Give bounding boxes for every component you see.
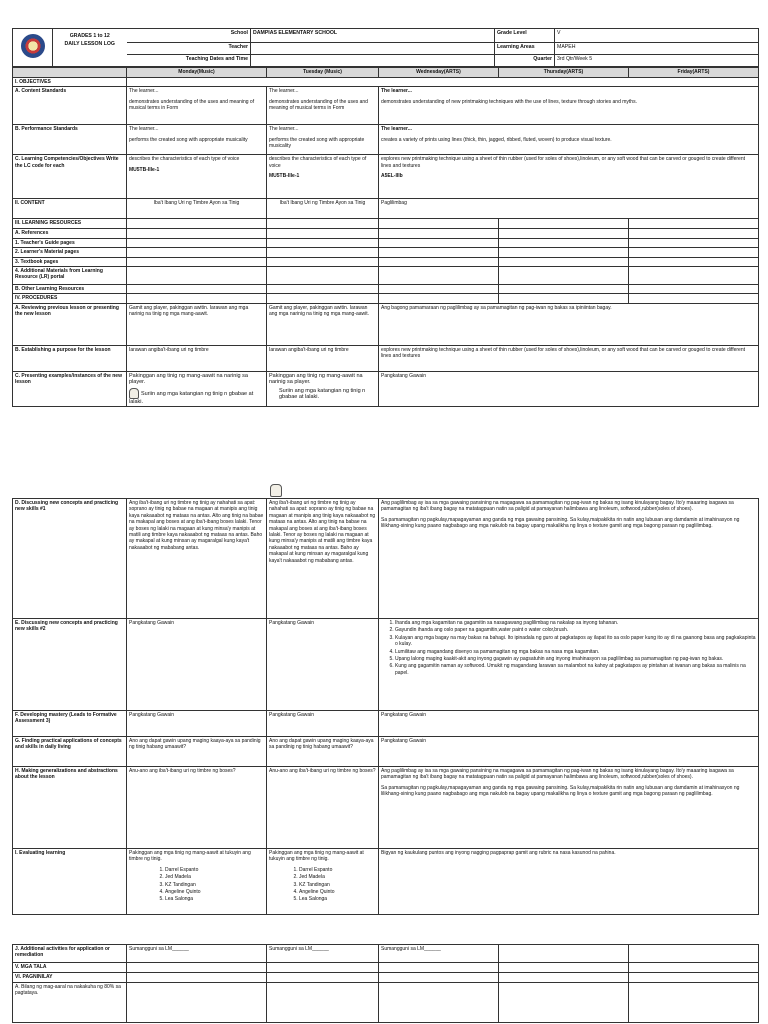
tala-thu: [499, 963, 629, 973]
singer: 1. Darrel Espanto: [165, 867, 264, 873]
bil-tue: [267, 983, 379, 1023]
pag-fri: [629, 973, 759, 983]
mon-additional: Sumangguni sa LM______: [127, 945, 267, 963]
mon-purpose: Iarawan angiba't-ibang uri ng timbre: [127, 345, 267, 371]
arts-practical: Pangkatang Gawain: [379, 737, 759, 767]
pr-tue: [267, 294, 379, 303]
wed-additional: Sumangguni sa LM______: [379, 945, 499, 963]
row-references: A. References: [13, 229, 127, 238]
tue-purpose: Iarawan angiba't-ibang uri ng timbre: [267, 345, 379, 371]
arts-comp-code: A5EL-IIIb: [381, 173, 403, 180]
row-mga-tala: V. MGA TALA: [13, 963, 127, 973]
student-picture-icon: [270, 484, 282, 497]
lm-fri: [629, 248, 759, 257]
tg-wed: [379, 238, 499, 247]
am-fri: [629, 267, 759, 285]
mon-practical: Ano ang dapat gawin upang maging kaaya-aya sa pandinig ng tinig habang umaawit?: [127, 737, 267, 767]
row-competencies: C. Learning Competencies/Objectives Write the LC code for each: [13, 155, 127, 199]
lm-mon: [127, 248, 267, 257]
tb-wed: [379, 257, 499, 266]
row-reviewing: A. Reviewing previous lesson or presenting the new lesson: [13, 303, 127, 345]
day-header-row: [13, 68, 759, 78]
mon-ps: [127, 125, 267, 155]
arts-ps: [379, 125, 759, 155]
tue-content: Iba't Ibang Uri ng Timbre Ayon sa Tinig: [267, 199, 379, 219]
quarter-value: 3rd Qtr/Week 5: [555, 55, 759, 67]
row-discussing-1: D. Discussing new concepts and practicing new skills #1: [13, 499, 127, 619]
quarter-label: Quarter: [495, 55, 555, 67]
mon-present-2: Suriin ang mga katangian ng tinig n gbabae at lalaki.: [129, 390, 254, 405]
singer: 4. Angeline Quinto: [165, 889, 264, 895]
lesson-table-1: [12, 67, 759, 407]
arts-mastery: Pangkatang Gawain: [379, 711, 759, 737]
arts-gen-p2: Sa pamamagitan ng pagkulay,mapagayaman ang ganda ng mga gawaing pansining. Sa kulay,maipakikita rin natin ang lubusan ang damdamin at imahinasyon ng lilikhang-sining kung paano nagbabago ang mga nakulob na bagay upang makalikha ng linya o texture gamit ang mga bagong paraan ng paglilimbag.: [381, 784, 740, 798]
or-mon: [127, 285, 267, 294]
mon-ps-text: performs the created song with appropriate musicality: [129, 136, 248, 143]
area-label: Learning Areas: [495, 43, 555, 55]
title-line-2: DAILY LESSON LOG: [64, 41, 115, 47]
singer: 2. Jed Madela: [299, 874, 376, 880]
lesson-table-2: [12, 498, 759, 915]
mon-review: Gamit ang player, pakinggan awitin. Iarawan ang mga narinig na tinig ng mga mang-aawit.: [127, 303, 267, 345]
pag-tue: [267, 973, 379, 983]
row-generalizations: H. Making generalizations and abstractions about the lesson: [13, 767, 127, 849]
header-table: [12, 28, 759, 67]
row-evaluating: I. Evaluating learning: [13, 849, 127, 915]
school-value: DAMPIAS ELEMENTARY SCHOOL: [251, 29, 495, 43]
tue-ps-text: performs the created song with appropriate musicality: [269, 136, 365, 150]
title-line-1: GRADES 1 to 12: [69, 33, 110, 39]
row-learning-resources: III. LEARNING RESOURCES: [13, 219, 127, 229]
tue-discuss1: Ang iba't-ibang uri ng timbre ng tinig ay nahahati sa apat: soprano ay tinig ng babae na magaan at manipis ang tinig kaya nakaaabot ng mataas na antas. Alto ang tinig na babae na makapal ang boses at ang iba't-ibang boses lalaki. Tenor ay boses ng lalaki na magaan at kung minsa'y manipis at matili ang timbre kaya nakaaabot ng mataas na antas. Baho ay makapal at kung minsan ay magaralgal kung kaya't nakaaabot ng mababang antas.: [267, 499, 379, 619]
day-tuesday: Tuesday (Music): [267, 68, 379, 78]
arts-comp: [379, 155, 759, 199]
row-practical: G. Finding practical applications of concepts and skills in daily living: [13, 737, 127, 767]
or-fri: [629, 285, 759, 294]
tue-comp-text: describes the characteristics of each type of voice: [269, 156, 367, 169]
arts-step: 1. Ihanda ang mga kagamitan na gagamitin sa nasagawang paglilimbag na nakalap sa inyong tahanan.: [395, 620, 756, 626]
ref-wed: [379, 229, 499, 238]
tue-comp-code: MU5TB-IIIe-1: [269, 173, 300, 180]
school-label: School: [127, 29, 251, 43]
tb-thu: [499, 257, 629, 266]
row-purpose: B. Establishing a purpose for the lesson: [13, 345, 127, 371]
day-header-blank: [13, 68, 127, 78]
pag-wed: [379, 973, 499, 983]
row-procedures: IV. PROCEDURES: [13, 294, 127, 303]
tb-fri: [629, 257, 759, 266]
dates-label: Teaching Dates and Time: [127, 55, 251, 67]
mon-mastery: Pangkatang Gawain: [127, 711, 267, 737]
ref-mon: [127, 229, 267, 238]
mon-cs: [127, 87, 267, 125]
arts-step: 2. Gayundin ihanda ang oslo paper na gagamitin,water paint o water color,brush.: [395, 627, 756, 633]
row-additional-activities: J. Additional activities for application or remediation: [13, 945, 127, 963]
page-1: [0, 28, 768, 407]
arts-cs-learner: The learner...: [381, 88, 412, 95]
tb-mon: [127, 257, 267, 266]
arts-comp-text: explores new printmaking technique using a sheet of thin rubber (used for soles of shoes),linoleum, or any soft wood that can be carved or gouged to create different lines and textures: [381, 156, 746, 169]
student-picture-icon: [129, 388, 139, 399]
tb-tue: [267, 257, 379, 266]
mon-content: Iba't Ibang Uri ng Timbre Ayon sa Tinig: [127, 199, 267, 219]
seal-icon: [21, 34, 45, 58]
mon-comp-text: describes the characteristics of each type of voice: [129, 156, 240, 163]
row-content-standards: A. Content Standards: [13, 87, 127, 125]
am-thu: [499, 267, 629, 285]
pr-fri: [629, 294, 759, 303]
tue-eval-intro: Pakinggan ang mga tinig ng mang-aawit at tukuyin ang timbre ng tinig.: [269, 850, 364, 863]
row-additional-materials: 4. Additional Materials from Learning Resource (LR) portal: [13, 267, 127, 285]
row-pagninilay: VI. PAGNINILAY: [13, 973, 127, 983]
singer: 2. Jed Madela: [165, 874, 264, 880]
row-performance-standards: B. Performance Standards: [13, 125, 127, 155]
day-monday: Monday(Music): [127, 68, 267, 78]
or-tue: [267, 285, 379, 294]
or-thu: [499, 285, 629, 294]
tue-cs: [267, 87, 379, 125]
page-2: [0, 480, 768, 915]
tg-tue: [267, 238, 379, 247]
tue-present-2: Suriin ang mga katangian ng tinig n gbabae at lalaki.: [279, 387, 366, 401]
tue-ps: [267, 125, 379, 155]
day-friday: Friday(ARTS): [629, 68, 759, 78]
arts-content: Paglilimbag: [379, 199, 759, 219]
tg-thu: [499, 238, 629, 247]
tue-cs-learner: The learner...: [269, 88, 299, 95]
lm-thu: [499, 248, 629, 257]
tue-present-1: Pakinggan ang tinig ng mang-aawit na narinig sa player.: [269, 372, 363, 386]
tue-singers-list: [269, 867, 376, 903]
tg-fri: [629, 238, 759, 247]
area-value: MAPEH: [555, 43, 759, 55]
tue-review: Gamit ang player, pakinggan awitin. Iarawan ang mga narinig na tinig ng mga mang-aawit.: [267, 303, 379, 345]
singer: 3. KZ Tandingan: [165, 882, 264, 888]
arts-evaluation: Bigyan ng kaukulang puntos ang inyong nagging pagpaprap gamit ang rubric na nasa kasunod na pahina.: [379, 849, 759, 915]
arts-discuss1: [379, 499, 759, 619]
singer: 5. Lea Salonga: [165, 896, 264, 902]
teacher-label: Teacher: [127, 43, 251, 55]
tue-generalization: Anu-ano ang iba't-ibang uri ng timbre ng boses?: [267, 767, 379, 849]
mon-generalization: Anu-ano ang iba't-ibang uri ng timbre ng boses?: [127, 767, 267, 849]
arts-gen-p1: Ang paglilimbag ay isa sa mga gawaing pansining na magagawa sa pamamagitan ng pag-iwan ng bakas ng isang kinulayang bagay. Ito'y maaaring isagawa sa pamamagitan ng iba't ibang bagay na matatagpuan natin sa paligid at pamayanan halimbawa ang linoleum, softwood,rubber(soles of shoes).: [381, 768, 734, 781]
am-tue: [267, 267, 379, 285]
tala-tue: [267, 963, 379, 973]
am-mon: [127, 267, 267, 285]
objectives-blank: [127, 78, 759, 87]
tala-wed: [379, 963, 499, 973]
am-wed: [379, 267, 499, 285]
ref-thu: [499, 229, 629, 238]
tue-cs-text: demonstrates understanding of the uses and meaning of musical terms in Form: [269, 98, 368, 112]
lr-thu: [499, 219, 629, 229]
mon-discuss1: Ang iba't-ibang uri ng timbre ng tinig ay nahahati sa apat: soprano ay tinig ng babae na magaan at manipis ang tinig kaya nakaaabot ng mataas na antas. Alto ang tinig na babae na makapal ang boses at ang iba't-ibang boses lalaki. Tenor ay boses ng lalaki na magaan at kung minsa'y manipis at matili ang timbre kaya nakaaabot ng mataas na antas. Baho ay makapal at kung minsan ay magaralgal kung kaya't nakaaabot ng mababang antas.: [127, 499, 267, 619]
tue-comp: [267, 155, 379, 199]
arts-step: 4. Lumilitaw ang magandang disenyo sa pamamagitan ng mga bakas na nasa mga kagamitan.: [395, 649, 756, 655]
row-content: II. CONTENT: [13, 199, 127, 219]
page-3: [0, 944, 768, 1023]
page-2-top-space: [0, 480, 768, 498]
tue-additional: Sumangguni sa LM______: [267, 945, 379, 963]
bil-fri: [629, 983, 759, 1023]
tue-practical: Ano ang dapat gawin upang maging kaaya-aya sa pandinig ng tinig habang umaawit?: [267, 737, 379, 767]
mon-comp: [127, 155, 267, 199]
arts-purpose: explores new printmaking technique using a sheet of thin rubber (used for soles of shoes),linoleum, or any soft wood that can be carved or gouged to create different lines and textures: [379, 345, 759, 371]
pr-thu: [499, 294, 629, 303]
arts-present: Pangkatang Gawain: [379, 371, 759, 406]
deped-seal: [13, 29, 53, 67]
pr-wed: [379, 294, 499, 303]
lr-tue: [267, 219, 379, 229]
arts-ps-learner: The learner...: [381, 126, 412, 133]
tue-present: [267, 371, 379, 406]
singer: 1. Darrel Espanto: [299, 867, 376, 873]
tue-ps-learner: The learner...: [269, 126, 299, 133]
arts-discuss-p2: Sa pamamagitan ng pagkulay,mapagayaman ang ganda ng mga gawaing pansining. Sa kulay,maipakikita rin natin ang lubusan ang damdamin at imahinasyon ng lilikhang-sining kung paano nagbabago ang mga nakulob na bagay upang makalikha ng linya o texture gamit ang mga bagong paraan ng paglilimbag.: [381, 516, 740, 530]
or-wed: [379, 285, 499, 294]
row-presenting: C. Presenting examples/instances of the new lesson: [13, 371, 127, 406]
mon-singers-list: [129, 867, 264, 903]
singer: 5. Lea Salonga: [299, 896, 376, 902]
mon-present: [127, 371, 267, 406]
arts-ps-text: creates a variety of prints using lines (thick, thin, jagged, ribbed, fluted, woven) to produce visual texture.: [381, 136, 612, 143]
dates-value: [251, 55, 495, 67]
fri-additional: [629, 945, 759, 963]
bil-mon: [127, 983, 267, 1023]
row-lm-pages: 2. Learner's Material pages: [13, 248, 127, 257]
doc-title: [53, 29, 127, 67]
pr-mon: [127, 294, 267, 303]
pag-mon: [127, 973, 267, 983]
arts-cs-text: demonstrates understanding of new printmaking techniques with the use of lines, texture through stories and myths.: [381, 98, 637, 105]
tue-mastery: Pangkatang Gawain: [267, 711, 379, 737]
singer: 3. KZ Tandingan: [299, 882, 376, 888]
bil-thu: [499, 983, 629, 1023]
mon-cs-learner: The learner...: [129, 88, 159, 95]
ref-fri: [629, 229, 759, 238]
mon-cs-text: demonstrates understanding of the uses and meaning of musical terms in Form: [129, 98, 255, 112]
tg-mon: [127, 238, 267, 247]
lesson-table-3: [12, 944, 759, 1023]
teacher-value: [251, 43, 495, 55]
tue-evaluation: [267, 849, 379, 915]
lr-fri: [629, 219, 759, 229]
tala-fri: [629, 963, 759, 973]
arts-discuss-p1: Ang paglilimbag ay isa sa mga gawaing pansining na magagawa sa pamamagitan ng pag-iwan ng bakas ng isang kinulayang bagay. Ito'y maaaring isagawa sa pamamagitan ng iba't ibang bagay na matatagpuan natin sa paligid at pamayanan halimbawa ang linoleum, softwood,rubber(soles of shoes).: [381, 500, 734, 513]
mon-ps-learner: The learner...: [129, 126, 159, 133]
row-tg-pages: 1. Teacher's Guide pages: [13, 238, 127, 247]
pag-thu: [499, 973, 629, 983]
ref-tue: [267, 229, 379, 238]
arts-cs: [379, 87, 759, 125]
arts-step: 6. Kung ang gagamitin naman ay softwood. Umukit ng magandang larawan sa malambot na kahoy at pagkatapos ay pintahan at iwanan ang bakas sa malinis na papel.: [395, 663, 756, 676]
grade-value: V: [555, 29, 759, 43]
bil-wed: [379, 983, 499, 1023]
mon-comp-code: MU5TB-IIIe-1: [129, 166, 160, 173]
arts-generalization: [379, 767, 759, 849]
arts-step: 5. Upang lalong maging kaakit-akit ang inyong gagawin ay pagsatuhin ang inyong imahinasyon sa paglilimbag sa pamamagitan ng pag-iwan ng bakas.: [395, 656, 756, 662]
tala-mon: [127, 963, 267, 973]
singer: 4. Angeline Quinto: [299, 889, 376, 895]
lr-wed: [379, 219, 499, 229]
grade-label: Grade Level: [495, 29, 555, 43]
row-objectives: I. OBJECTIVES: [13, 78, 127, 87]
arts-review: Ang bagong pamamaraan ng paglilimbag ay sa pamamagitan ng pag-iwan ng bakas sa ipiniintan bagay.: [379, 303, 759, 345]
mon-evaluation: [127, 849, 267, 915]
arts-step: 3. Kulayan ang mga bagay na may bakas na bahagi. Ito ipinadala ng guro at pagkatapos ay ilapat ito sa oslo paper kung ito ay di na gaanong basa ang pagkakapinta o kulay.: [395, 635, 756, 648]
lr-mon: [127, 219, 267, 229]
mon-discuss2: Pangkatang Gawain: [127, 619, 267, 711]
mon-eval-intro: Pakinggan ang mga tinig ng mang-aawit at tukuyin ang timbre ng tinig.: [129, 850, 251, 863]
row-other-resources: B. Other Learning Resources: [13, 285, 127, 294]
mon-present-1: Pakinggan ang tinig ng mang-aawit na narinig sa player.: [129, 372, 248, 386]
lm-tue: [267, 248, 379, 257]
arts-discuss2: [379, 619, 759, 711]
tue-discuss2: Pangkatang Gawain: [267, 619, 379, 711]
day-wednesday: Wednesday(ARTS): [379, 68, 499, 78]
row-textbook-pages: 3. Textbook pages: [13, 257, 127, 266]
lm-wed: [379, 248, 499, 257]
row-mastery: F. Developing mastery (Leads to Formative Assessment 3): [13, 711, 127, 737]
day-thursday: Thursday(ARTS): [499, 68, 629, 78]
row-bilang: A. Bilang ng mag-aaral na nakakuha ng 80% sa pagtataya.: [13, 983, 127, 1023]
row-discussing-2: E. Discussing new concepts and practicing new skills #2: [13, 619, 127, 711]
arts-steps-list: [381, 620, 756, 676]
thu-additional: [499, 945, 629, 963]
